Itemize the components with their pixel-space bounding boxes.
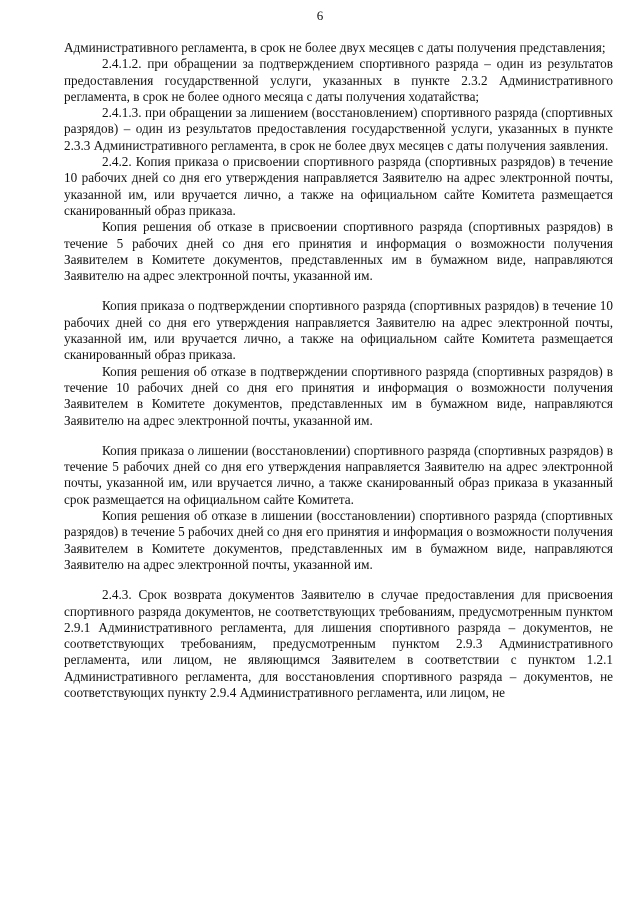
document-body [64, 40, 613, 701]
paragraph-2-4-1-2: 2.4.1.2. при обращении за подтверждением спортивного разряда – один из результатов предоставления государственной услуги, указанных в пункте 2.3.2 Административного регламента, в срок не более одного месяца с даты получения ходатайства; [64, 56, 613, 104]
paragraph-continuation: Административного регламента, в срок не более двух месяцев с даты получения представления; [64, 40, 606, 55]
paragraph-2-4-1-3: 2.4.1.3. при обращении за лишением (восстановлением) спортивного разряда (спортивных разрядов) – один из результатов предоставления государственной услуги, указанных в пункте 2.3.3 Административного регламента, в срок не более двух месяцев с даты получения заявления. [64, 105, 613, 153]
paragraph-2-4-3: 2.4.3. Срок возврата документов Заявителю в случае предоставления для присвоения спортивного разряда документов, не соответствующих требованиям, предусмотренным пунктом 2.9.1 Административного регламента, для лишения спортивного разряда – документов, не соответствующих требованиям, предусмотренным пунктом 2.9.3 Административного регламента, или лицом, не являющимся Заявителем в соответствии с пунктом 1.2.1 Административного регламента, для восстановления спортивного разряда – документов, не соответствующих пункту 2.9.4 Административного регламента, или лицом, не [64, 587, 613, 700]
page-number: 6 [316, 8, 324, 23]
paragraph-refusal-deprivation: Копия решения об отказе в лишении (восстановлении) спортивного разряда (спортивных разрядов) в течение 5 рабочих дней со дня его принятия и информация о возможности получения Заявителем в Комитете документов, представленных им в бумажном виде, направляются Заявителю на адрес электронной почты, указанной им. [64, 508, 613, 572]
paragraph-2-4-2: 2.4.2. Копия приказа о присвоении спортивного разряда (спортивных разрядов) в течение 10 рабочих дней со дня его утверждения направляется Заявителю на адрес электронной почты, указанной им, или вручается лично, а также на официальном сайте Комитета размещается сканированный образ приказа. [64, 154, 613, 218]
paragraph-refusal-assignment: Копия решения об отказе в присвоении спортивного разряда (спортивных разрядов) в течение 5 рабочих дней со дня его принятия и информация о возможности получения Заявителем в Комитете документов, представленных им в бумажном виде, направляются Заявителю на адрес электронной почты, указанной им. [64, 219, 613, 284]
paragraph-order-deprivation: Копия приказа о лишении (восстановлении) спортивного разряда (спортивных разрядов) в течение 5 рабочих дней со дня его утверждения направляется Заявителю на адрес электронной почты, указанной им, или вручается лично, а также сканированный образ приказа в указанный срок размещается на официальном сайте Комитета. [64, 442, 613, 507]
paragraph-refusal-confirmation: Копия решения об отказе в подтверждении спортивного разряда (спортивных разрядов) в течение 10 рабочих дней со дня его принятия и информация о возможности получения Заявителем в Комитете документов, представленных им в бумажном виде, направляются Заявителю на адрес электронной почты, указанной им. [64, 363, 613, 428]
paragraph-order-confirmation: Копия приказа о подтверждении спортивного разряда (спортивных разрядов) в течение 10 рабочих дней со дня его утверждения направляется Заявителю на адрес электронной почты, указанной им, или вручается лично, а также на официальном сайте Комитета размещается сканированный образ приказа. [64, 298, 613, 363]
